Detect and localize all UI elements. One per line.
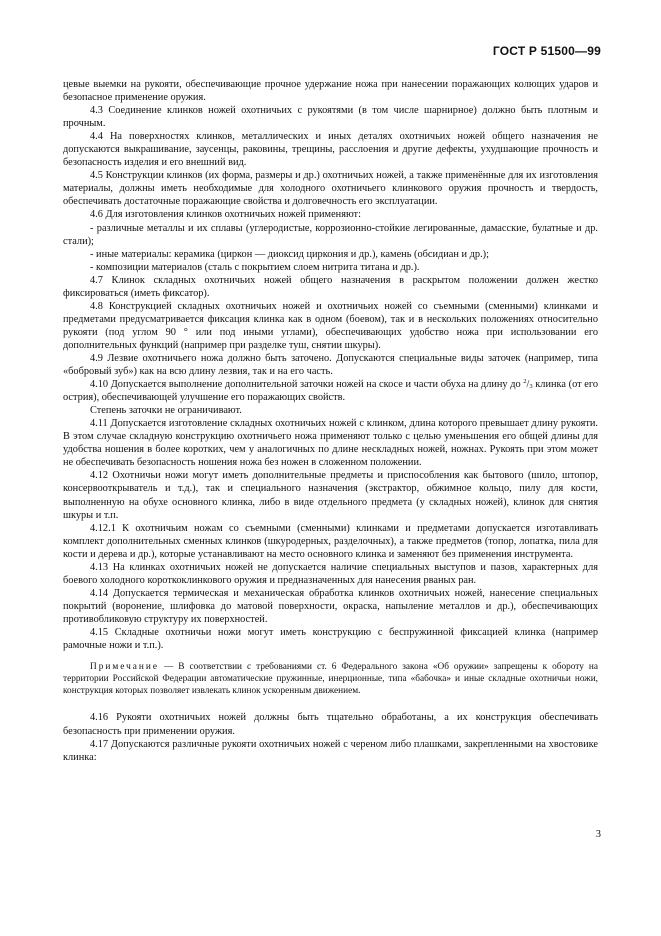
paragraph: 4.9 Лезвие охотничьего ножа должно быть заточено. Допускаются специальные виды заточек (например, типа «бобровый зуб») как на всю длину лезвия, так и на его часть.: [63, 352, 598, 378]
paragraph: 4.17 Допускаются различные рукояти охотничьих ножей с череном либо плашками, закрепленными на хвостовике клинка:: [63, 738, 598, 763]
fraction-numerator: 2: [523, 378, 527, 386]
paragraph: 4.3 Соединение клинков ножей охотничьих с рукоятями (в том числе шарнирное) должно быть плотным и прочным.: [63, 105, 598, 130]
fraction-denominator: 3: [529, 383, 533, 391]
paragraph-4-10: 4.10 Допускается выполнение дополнительной заточки ножей на скосе и части обуха на длину до $^2/_3$ клинка (от его острия), обеспечивающей улучшение его поражающих свойств.: [63, 378, 598, 404]
document-header: ГОСТ Р 51500—99: [492, 44, 601, 58]
document-body: [63, 78, 598, 764]
list-item: - композиции материалов (сталь с покрытием слоем нитрита титана и др.).: [90, 261, 420, 273]
paragraph: 4.13 На клинках охотничьих ножей не допускается наличие специальных выступов и пазов, характерных для боевого холодного короткоклинкового оружия и предназначенных для нанесения рваных ран.: [63, 561, 598, 586]
paragraph-4-10-lead: 4.10 Допускается выполнение дополнительной заточки ножей на скосе и части обуха на длину до: [90, 379, 524, 391]
paragraph: 4.7 Клинок складных охотничьих ножей общего назначения в раскрытом положении должен жестко фиксироваться (иметь фиксатор).: [63, 274, 598, 299]
paragraph: 4.14 Допускается термическая и механическая обработка клинков охотничьих ножей, нанесение специальных покрытий (воронение, шлифовка до матовой поверхности, окраска, напыление металлов и др.), обеспечивающих противобликовую структуру их поверхностей.: [63, 587, 598, 625]
paragraph: 4.11 Допускается изготовление складных охотничьих ножей с клинком, длина которого превышает длину рукояти. В этом случае складную конструкцию охотничьего ножа применяют только с целью уменьшения его общей длины для удобства ношения в более коротких, чем у аналогичных по длине нескладных ножей, ножнах. Рукоять при этом может не обеспечивать безопасность ношения ножа без ножен в сложенном положении.: [63, 418, 598, 469]
paragraph: 4.8 Конструкцией складных охотничьих ножей и охотничьих ножей со съемными (сменными) клинками и предметами предусматривается фиксация клинка как в одном (боевом), так и в нескольких положениях относительно рукояти (под углом 90 ° или под иными углами), обеспечивающих удобство ножа при использовании его дополнительных функций (например при разделке туш, снятии шкуры).: [63, 300, 598, 351]
paragraph: 4.15 Складные охотничьи ножи могут иметь конструкцию с беспружинной фиксацией клинка (например рамочные ножи и т.п.).: [63, 626, 598, 652]
note: [63, 662, 598, 697]
paragraph: 4.4 На поверхностях клинков, металлических и иных деталях охотничьих ножей общего назначения не допускаются выкрашивание, заусенцы, раковины, трещины, расслоения и другие дефекты, ухудшающие прочность и безопасность изделия и его внешний вид.: [63, 131, 598, 169]
paragraph: Степень заточки не ограничивают.: [90, 405, 242, 417]
paragraph: цевые выемки на рукояти, обеспечивающие прочное удержание ножа при нанесении поражающих колющих ударов и безопасное применение оружия.: [63, 79, 598, 104]
page-number: 3: [595, 829, 601, 840]
note-text: — В соответствии с требованиями ст. 6 Федерального закона «Об оружии» запрещены к обороту на территории Российской Федерации автоматические пружинные, инерционные, типа «бабочка» и иные складные охотничьи ножи, конструкция которых позволяет извлекать клинок ускоренным движением.: [63, 662, 598, 696]
paragraph: 4.6 Для изготовления клинков охотничьих ножей применяют:: [90, 209, 361, 221]
note-label: Примечание: [90, 662, 159, 673]
list-item: - иные материалы: керамика (циркон — диоксид циркония и др.), камень (обсидиан и др.);: [90, 248, 489, 260]
paragraph: 4.12.1 К охотничьим ножам со съемными (сменными) клинками и предметами допускается изготавливать комплект дополнительных сменных клинков (шкуродерных, разделочных), а также предметов (топор, лопатка, пила для кости и дерева и др.), которые устанавливают на место основного клинка и заменяют без применения инструмента.: [63, 522, 598, 560]
paragraph: 4.16 Рукояти охотничьих ножей должны быть тщательно обработаны, а их конструкция обеспечивать безопасность при применении оружия.: [63, 712, 598, 737]
paragraph: 4.12 Охотничьи ножи могут иметь дополнительные предметы и приспособления как бытового (шило, штопор, консервооткрыватель и т.д.), так и специального назначения (экстрактор, обжимное кольцо, пилу для кости, выполненную на обухе основного клинка, либо в виде отдельного предмета (у складных ножей), клинок для снятия шкуры и т.п.: [63, 470, 598, 521]
paragraph: 4.5 Конструкции клинков (их форма, размеры и др.) охотничьих ножей, а также применённые для их изготовления материалы, должны иметь необходимые для холодного охотничьего клинкового оружия прочность и твердость, обеспечивать достаточные поражающие свойства и долговечность его эксплуатации.: [63, 170, 598, 208]
paragraph-4-10-tail: клинка (от его острия), обеспечивающей улучшение его поражающих свойств.: [63, 379, 598, 404]
list-item: - различные металлы и их сплавы (углеродистые, коррозионно-стойкие легированные, дамасские, булатные и др. стали);: [63, 222, 598, 247]
